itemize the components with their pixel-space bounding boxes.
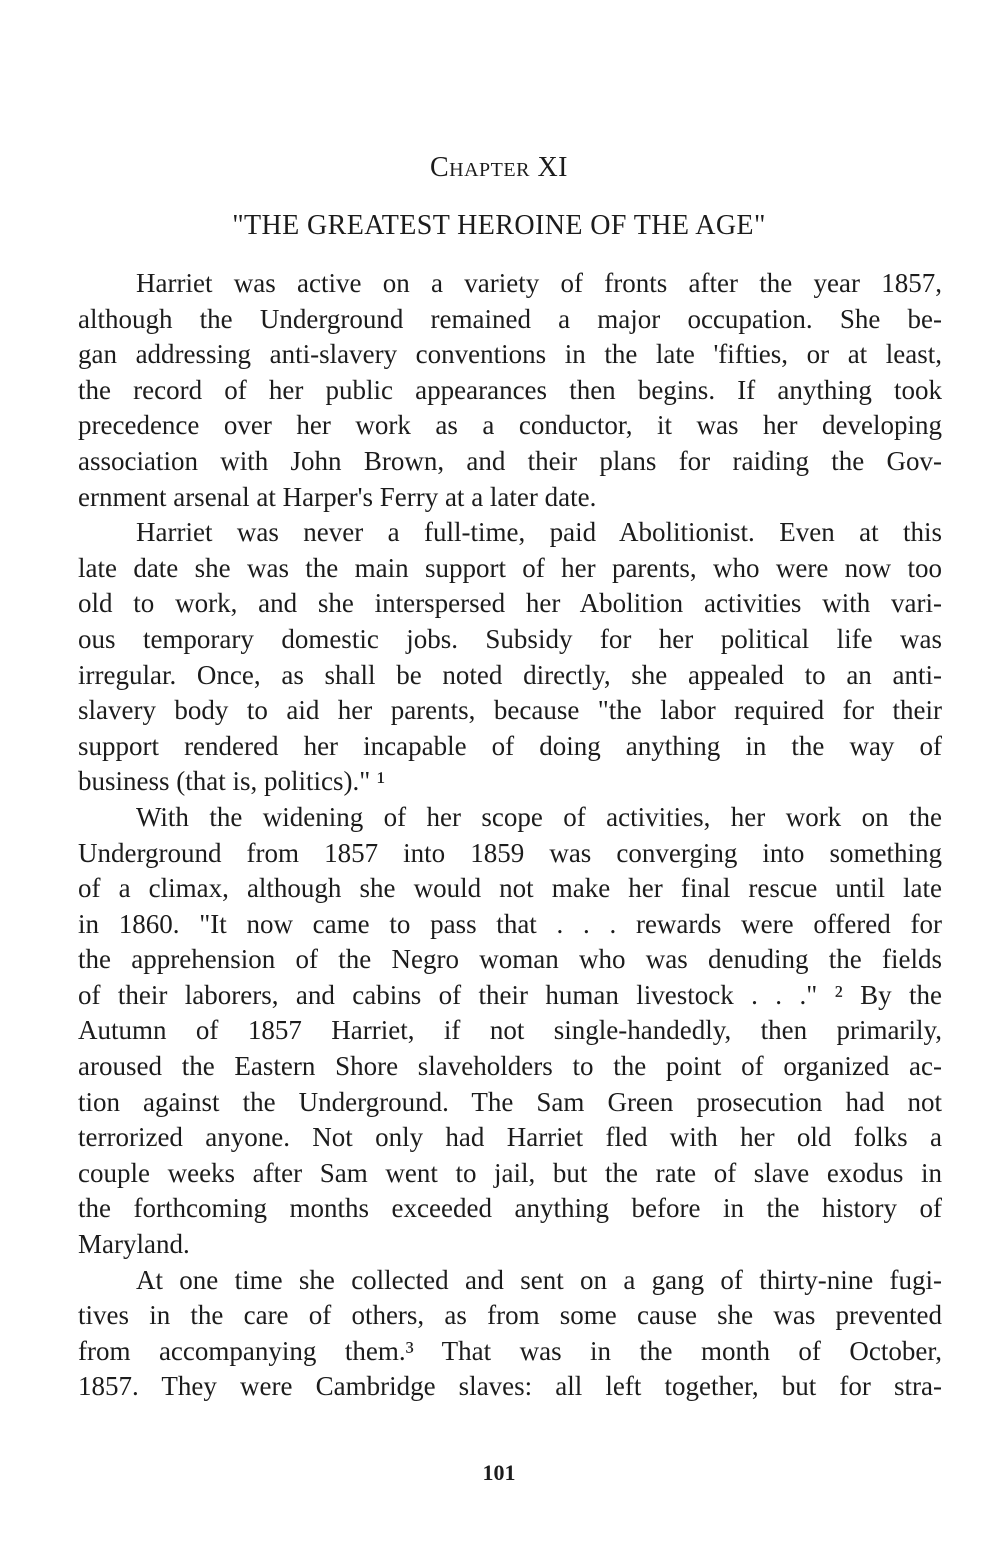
chapter-title: "THE GREATEST HEROINE OF THE AGE": [232, 210, 766, 241]
text-line: association with John Brown, and their plans for raiding the Gov-: [78, 445, 942, 476]
text-line: With the widening of her scope of activities, her work on the: [136, 801, 942, 832]
text-line: the apprehension of the Negro woman who was denuding the fields: [78, 944, 942, 975]
text-line: of a climax, although she would not make her final rescue until late: [78, 873, 942, 904]
text-line: Harriet was never a full-time, paid Abolitionist. Even at this: [136, 517, 942, 548]
text-line: irregular. Once, as shall be noted directly, she appealed to an anti-: [78, 659, 942, 690]
body-text: [78, 266, 942, 1405]
text-line: of their laborers, and cabins of their human livestock . . ." ² By the: [78, 979, 942, 1010]
text-line: support rendered her incapable of doing anything in the way of: [78, 730, 942, 761]
page-number: 101: [482, 1460, 516, 1485]
text-line: couple weeks after Sam went to jail, but the rate of slave exodus in: [78, 1157, 942, 1188]
text-line: the record of her public appearances then begins. If anything took: [78, 374, 942, 405]
text-line: late date she was the main support of her parents, who were now too: [78, 552, 942, 583]
text-line: gan addressing anti-slavery conventions in the late 'fifties, or at least,: [78, 339, 942, 370]
text-line: in 1860. "It now came to pass that . . . rewards were offered for: [78, 908, 942, 939]
text-line: 1857. They were Cambridge slaves: all left together, but for stra-: [78, 1371, 942, 1402]
text-line: Autumn of 1857 Harriet, if not single-handedly, then primarily,: [78, 1015, 942, 1046]
text-line: from accompanying them.³ That was in the month of October,: [78, 1335, 942, 1366]
text-line: precedence over her work as a conductor, it was her developing: [78, 410, 942, 441]
chapter-label: Chapter XI: [429, 152, 568, 183]
text-line: although the Underground remained a major occupation. She be-: [78, 303, 942, 334]
text-line: terrorized anyone. Not only had Harriet fled with her old folks a: [78, 1122, 942, 1153]
text-line: ous temporary domestic jobs. Subsidy for her political life was: [78, 623, 942, 654]
text-line: slavery body to aid her parents, because "the labor required for their: [78, 695, 942, 726]
text-line: old to work, and she interspersed her Abolition activities with vari-: [78, 588, 942, 619]
text-line: Maryland.: [78, 1229, 190, 1260]
text-line: the forthcoming months exceeded anything before in the history of: [78, 1193, 942, 1224]
text-line: ernment arsenal at Harper's Ferry at a later date.: [78, 481, 597, 512]
text-line: business (that is, politics)." ¹: [78, 766, 386, 797]
text-line: Underground from 1857 into 1859 was converging into something: [78, 837, 942, 868]
text-line: tives in the care of others, as from some cause she was prevented: [78, 1300, 942, 1331]
text-line: aroused the Eastern Shore slaveholders to the point of organized ac-: [78, 1051, 942, 1082]
text-line: Harriet was active on a variety of fronts after the year 1857,: [136, 268, 942, 298]
text-line: At one time she collected and sent on a gang of thirty-nine fugi-: [136, 1264, 942, 1295]
text-line: tion against the Underground. The Sam Green prosecution had not: [78, 1086, 942, 1117]
